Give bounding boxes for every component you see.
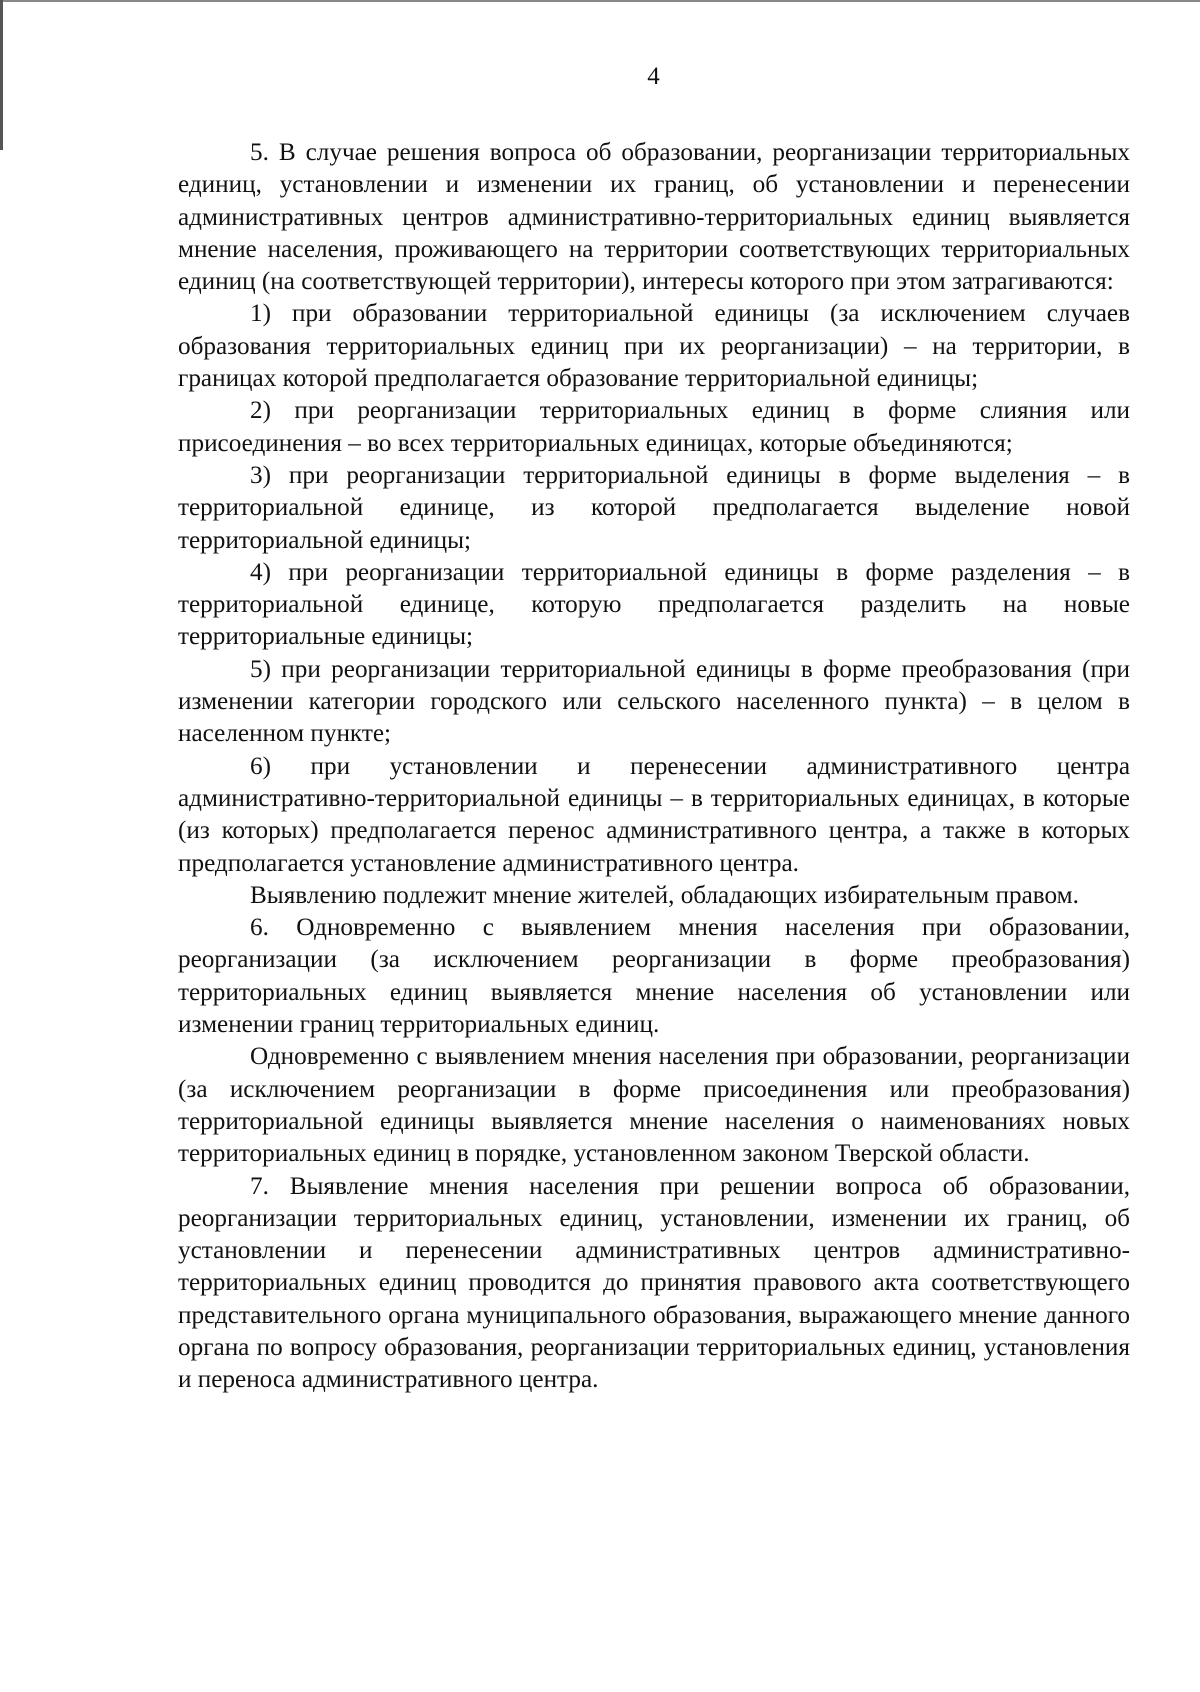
paragraph-5-voters: Выявлению подлежит мнение жителей, обладающих избирательным правом. [250,881,1079,909]
paragraph-5-item-2: 2) при реорганизации территориальных единиц в форме слияния или присоединения – во всех территориальных единицах, которые объединяются; [178,397,1130,457]
paragraph-5-item-4: 4) при реорганизации территориальной единицы в форме разделения – в территориальной единице, которую предполагается разделить на новые территориальные единицы; [178,558,1130,651]
paragraph-7: 7. Выявление мнения населения при решении вопроса об образовании, реорганизации территориальных единиц, установлении, изменении их границ, об установлении и перенесении административных центров административно-территориальных единиц проводится до принятия правового акта соответствующего представительного органа муниципального образования, выражающего мнение данного органа по вопросу образования, реорганизации территориальных единиц, установления и переноса административного центра. [178,1172,1130,1394]
paragraph-6-names: Одновременно с выявлением мнения населения при образовании, реорганизации (за исключением реорганизации в форме присоединения или преобразования) территориальной единицы выявляется мнение населения о наименованиях новых территориальных единиц в порядке, установленном законом Тверской области. [178,1043,1130,1168]
scan-edge-top [0,0,1200,2]
paragraph-5: 5. В случае решения вопроса об образовании, реорганизации территориальных единиц, установлении и изменении их границ, об установлении и перенесении административных центров административно-территориальных единиц выявляется мнение населения, проживающего на территории соответствующих территориальных единиц (на соответствующей территории), интересы которого при этом затрагиваются: [178,139,1130,296]
paragraph-5-item-5: 5) при реорганизации территориальной единицы в форме преобразования (при изменении категории городского или сельского населенного пункта) – в целом в населенном пункте; [178,655,1130,748]
document-body [178,137,1130,1397]
paragraph-5-item-3: 3) при реорганизации территориальной единицы в форме выделения – в территориальной единице, из которой предполагается выделение новой территориальной единицы; [178,461,1130,554]
paragraph-5-item-1: 1) при образовании территориальной единицы (за исключением случаев образования территориальных единиц при их реорганизации) – на территории, в границах которой предполагается образование территориальной единицы; [178,300,1130,393]
page-number: 4 [647,63,660,90]
paragraph-5-item-6: 6) при установлении и перенесении административного центра административно-территориальной единицы – в территориальных единицах, в которые (из которых) предполагается перенос административного центра, а также в которых предполагается установление административного центра. [178,752,1130,877]
paragraph-6: 6. Одновременно с выявлением мнения населения при образовании, реорганизации (за исключением реорганизации в форме преобразования) территориальных единиц выявляется мнение населения об установлении или изменении границ территориальных единиц. [178,914,1130,1039]
